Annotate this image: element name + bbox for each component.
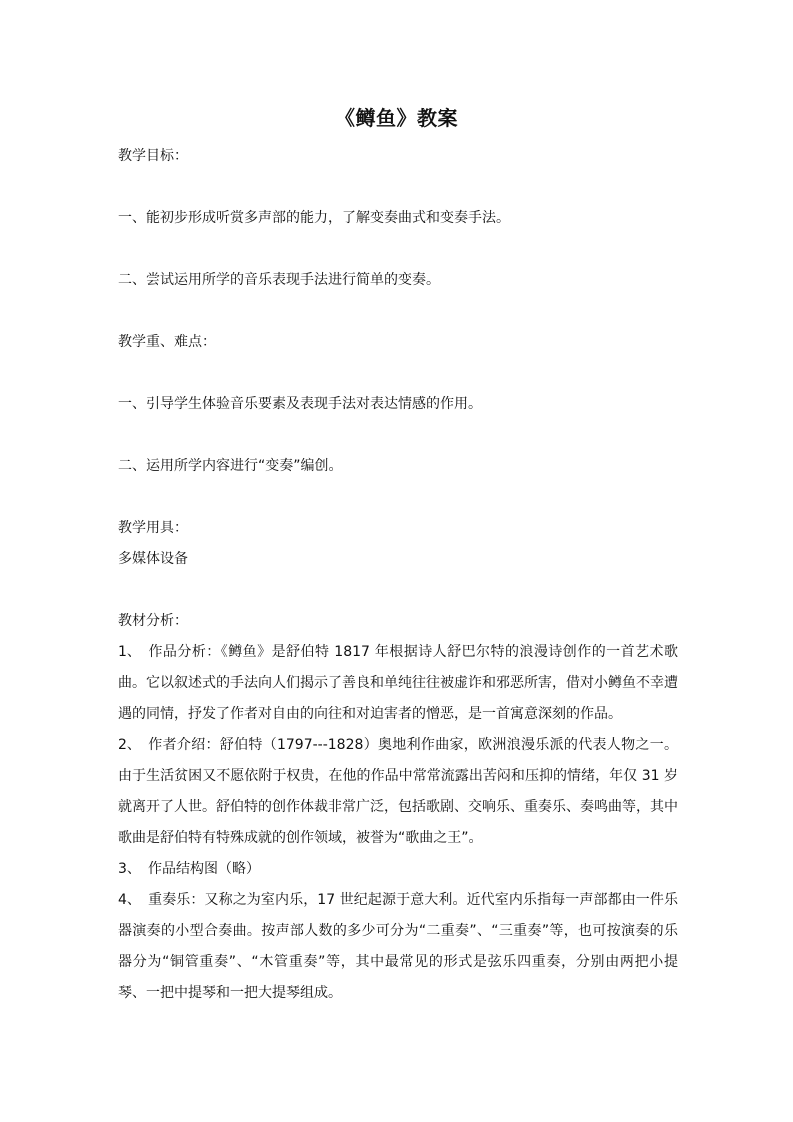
analysis-item-3 xyxy=(118,854,678,885)
analysis-item-text: 作品结构图（略） xyxy=(148,861,260,877)
analysis-item-text: 作者介绍：舒伯特（1797---1828）奥地利作曲家，欧洲浪漫乐派的代表人物之一。由于生活贫困又不愿依附于权贵，在他的作品中常常流露出苦闷和压抑的情绪，年仅 31 岁就离开了人世。舒伯特的创作体裁非常广泛，包括歌剧、交响乐、重奏乐、奏鸣曲等，其中歌曲是舒伯特有特殊成就的创作领域，被誉为“歌曲之王”。 xyxy=(118,737,678,846)
analysis-item-1 xyxy=(118,637,678,730)
analysis-heading: 教材分析： xyxy=(118,613,188,629)
analysis-item-number: 2、 xyxy=(118,737,141,753)
analysis-item-number: 1、 xyxy=(118,644,141,660)
goal-item-1: 一、能初步形成听赏多声部的能力，了解变奏曲式和变奏手法。 xyxy=(118,210,510,226)
goal-item-2: 二、尝试运用所学的音乐表现手法进行简单的变奏。 xyxy=(118,272,440,288)
analysis-item-text: 重奏乐：又称之为室内乐，17 世纪起源于意大利。近代室内乐指每一声部都由一件乐器演奏的小型合奏曲。按声部人数的多少可分为“二重奏”、“三重奏”等，也可按演奏的乐器分为“铜管重奏”、“木管重奏”等，其中最常见的形式是弦乐四重奏，分别由两把小提琴、一把中提琴和一把大提琴组成。 xyxy=(118,892,678,1001)
key-points-heading: 教学重、难点： xyxy=(118,334,216,350)
analysis-item-4 xyxy=(118,885,678,1009)
tools-value: 多媒体设备 xyxy=(118,551,188,567)
analysis-item-number: 3、 xyxy=(118,861,141,877)
key-point-item-2: 二、运用所学内容进行“变奏”编创。 xyxy=(118,458,343,474)
tools-heading: 教学用具： xyxy=(118,520,188,536)
analysis-item-2 xyxy=(118,730,678,854)
document-title: 《鳟鱼》教案 xyxy=(335,106,458,130)
analysis-item-text: 作品分析：《鳟鱼》是舒伯特 1817 年根据诗人舒巴尔特的浪漫诗创作的一首艺术歌曲。它以叙述式的手法向人们揭示了善良和单纯往往被虚诈和邪恶所害，借对小鳟鱼不幸遭遇的同情，抒发了作者对自由的向往和对迫害者的憎恶，是一首寓意深刻的作品。 xyxy=(118,644,678,722)
analysis-item-number: 4、 xyxy=(118,892,141,908)
goals-heading: 教学目标： xyxy=(118,148,188,164)
key-point-item-1: 一、引导学生体验音乐要素及表现手法对表达情感的作用。 xyxy=(118,396,482,412)
